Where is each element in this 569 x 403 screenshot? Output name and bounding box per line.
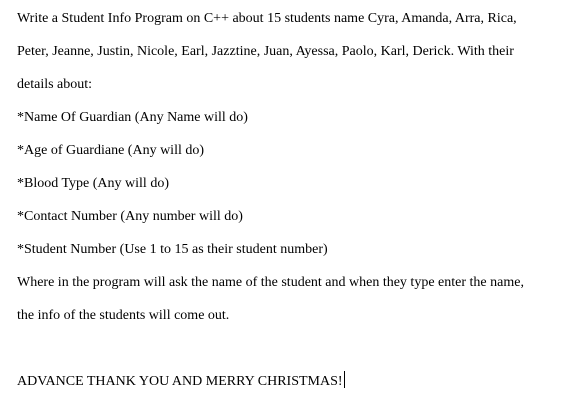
detail-student-number: *Student Number (Use 1 to 15 as their student number) bbox=[17, 242, 328, 257]
text-cursor bbox=[344, 371, 345, 388]
intro-line-1: Write a Student Info Program on C++ about 15 students name Cyra, Amanda, Arra, Rica, bbox=[17, 11, 517, 26]
detail-guardian-age: *Age of Guardiane (Any will do) bbox=[17, 143, 205, 158]
detail-blood-type: *Blood Type (Any will do) bbox=[17, 176, 169, 191]
intro-line-2: Peter, Jeanne, Justin, Nicole, Earl, Jazztine, Juan, Ayessa, Paolo, Karl, Derick. With their bbox=[17, 44, 514, 59]
detail-contact-number: *Contact Number (Any number will do) bbox=[17, 209, 243, 224]
closing-text: ADVANCE THANK YOU AND MERRY CHRISTMAS! bbox=[17, 374, 343, 389]
intro-line-3: details about: bbox=[17, 77, 93, 92]
request-line-2: the info of the students will come out. bbox=[17, 308, 230, 323]
closing-line bbox=[17, 371, 345, 392]
request-line-1: Where in the program will ask the name of the student and when they type enter the name, bbox=[17, 275, 524, 290]
detail-guardian-name: *Name Of Guardian (Any Name will do) bbox=[17, 110, 248, 125]
